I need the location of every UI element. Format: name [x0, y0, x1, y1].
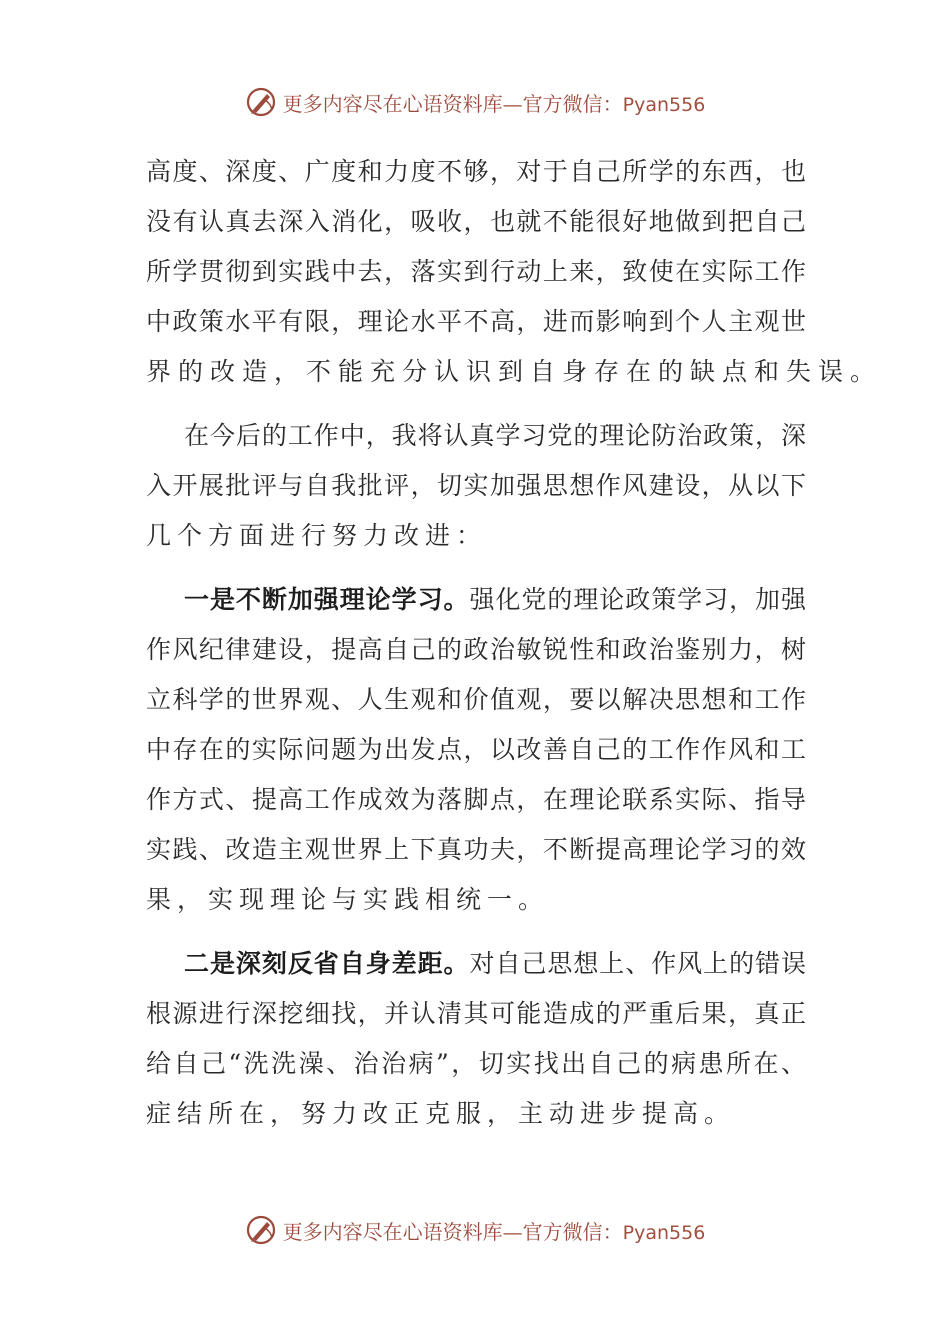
text-line: 中存在的实际问题为出发点，以改善自己的工作作风和工	[146, 735, 806, 764]
paragraph-2	[146, 411, 806, 561]
banner-text	[283, 88, 706, 117]
banner-wechat-id: Pyan556	[622, 93, 706, 116]
text-line: 入开展批评与自我批评，切实加强思想作风建设，从以下	[146, 471, 806, 500]
header-banner	[0, 82, 950, 122]
text-line: 中政策水平有限，理论水平不高，进而影响到个人主观世	[146, 307, 806, 336]
text-line: 没有认真去深入消化，吸收，也就不能很好地做到把自己	[146, 207, 806, 236]
banner-separator: —	[502, 91, 523, 116]
pen-logo-icon	[245, 86, 277, 118]
text-line: 给自己“洗洗澡、治治病”，切实找出自己的病患所在、	[146, 1049, 806, 1078]
text-line: 果，实现理论与实践相统一。	[146, 885, 550, 914]
text-line-with-lead	[146, 939, 806, 989]
line-rest: 对自己思想上、作风上的错误	[469, 949, 806, 978]
banner-site-text: 更多内容尽在心语资料库	[282, 1219, 503, 1244]
pen-logo-icon	[245, 1214, 277, 1246]
banner-wechat-label: 官方微信：	[522, 1219, 623, 1244]
banner-separator: —	[502, 1219, 523, 1244]
footer-banner	[0, 1210, 950, 1250]
text-line: 界的改造，不能充分认识到自身存在的缺点和失误。	[146, 357, 883, 386]
bold-lead: 一是不断加强理论学习。	[184, 585, 470, 614]
text-line: 实践、改造主观世界上下真功夫，不断提高理论学习的效	[146, 835, 806, 864]
text-line-with-lead	[146, 575, 806, 625]
text-line: 在今后的工作中，我将认真学习党的理论防治政策，深	[184, 421, 806, 450]
banner-text	[283, 1216, 706, 1245]
text-line: 症结所在，努力改正克服，主动进步提高。	[146, 1099, 736, 1128]
banner-site-text: 更多内容尽在心语资料库	[282, 91, 503, 116]
document-body	[146, 147, 883, 1139]
text-line: 根源进行深挖细找，并认清其可能造成的严重后果，真正	[146, 999, 806, 1028]
text-line: 作方式、提高工作成效为落脚点，在理论联系实际、指导	[146, 785, 806, 814]
line-rest: 强化党的理论政策学习，加强	[469, 585, 806, 614]
bold-lead: 二是深刻反省自身差距。	[184, 949, 470, 978]
text-line: 高度、深度、广度和力度不够，对于自己所学的东西，也	[146, 157, 806, 186]
text-line: 所学贯彻到实践中去，落实到行动上来，致使在实际工作	[146, 257, 806, 286]
text-line: 立科学的世界观、人生观和价值观，要以解决思想和工作	[146, 685, 806, 714]
banner-wechat-id: Pyan556	[622, 1221, 706, 1244]
text-line: 作风纪律建设，提高自己的政治敏锐性和政治鉴别力，树	[146, 635, 806, 664]
paragraph-3	[146, 575, 806, 925]
text-line: 几个方面进行努力改进：	[146, 521, 488, 550]
paragraph-4	[146, 939, 806, 1139]
paragraph-1	[146, 147, 883, 397]
banner-wechat-label: 官方微信：	[522, 91, 623, 116]
